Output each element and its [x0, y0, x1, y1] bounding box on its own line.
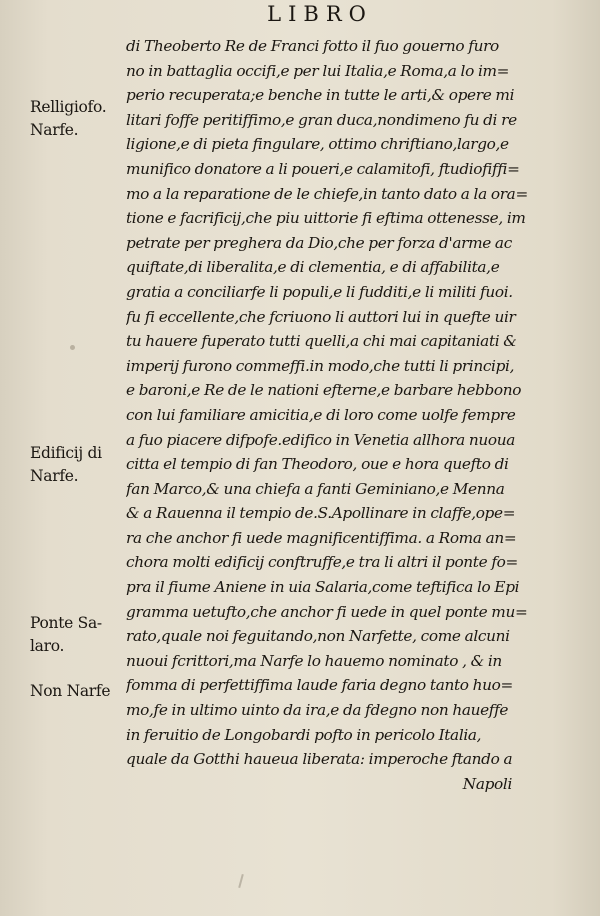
text-line: tione e facrificij,che piu uittorie fi eftima ottenesse, im [126, 209, 526, 228]
text-line: litari foffe peritiffimo,e gran duca,nondimeno fu di re [126, 110, 517, 129]
margin-note-line: Non Narfe [30, 682, 111, 700]
text-line: mo,fe in ultimo uinto da ira,e da fdegno non haueffe [126, 701, 509, 720]
text-line: di Theoberto Re de Franci fotto il fuo gouerno furo [126, 37, 499, 55]
paper-mark [238, 874, 244, 888]
text-line: nuoui fcrittori,ma Narfe lo hauemo nominato , & in [126, 651, 502, 670]
margin-note-line: laro. [30, 637, 65, 655]
margin-note-non-narse [30, 680, 130, 703]
text-line: ra che anchor fi uede magnificentiffima. a Roma an= [126, 528, 517, 547]
text-line: a fuo piacere difpofe.edifico in Venetia allhora nuoua [126, 430, 516, 449]
text-line: fu fi eccellente,che fcriuono li auttori lui in quefte uir [126, 307, 516, 326]
text-line: fomma di perfettiffima laude faria degno tanto huo= [126, 676, 513, 695]
text-line: imperij furono commeffi.in modo,che tutti li principi, [126, 356, 515, 375]
text-line: perio recuperata;e benche in tutte le arti,& opere mi [126, 86, 515, 105]
text-line: chora molti edificij conftruffe,e tra li altri il ponte fo= [126, 553, 518, 572]
margin-note-line: Relligiofo. [30, 98, 107, 116]
margin-note-line: Narfe. [30, 467, 79, 485]
text-line: rato,quale noi feguitando,non Narfette, come alcuni [126, 627, 510, 646]
text-line: gramma uetufto,che anchor fi uede in quel ponte mu= [126, 602, 528, 621]
text-line: mo a la reparatione de le chiefe,in tanto dato a la ora= [126, 184, 528, 203]
margin-note-line: Edificij di [30, 444, 102, 462]
text-line: no in battaglia occifi,e per lui Italia,e Roma,a lo im= [126, 61, 510, 80]
text-line: pra il fiume Aniene in uia Salaria,come teftifica lo Epi [126, 578, 520, 597]
running-head: LIBRO [267, 2, 373, 26]
text-line: petrate per preghera da Dio,che per forza d'arme ac [126, 233, 512, 252]
text-line: in feruitio de Longobardi pofto in pericolo Italia, [126, 725, 482, 744]
text-line: fan Marco,& una chiefa a fanti Geminiano,e Menna [126, 479, 505, 498]
text-line: quale da Gotthi haueua liberata: imperoche ftando a [126, 750, 513, 769]
text-line: & a Rauenna il tempio de.S.Apollinare in claffe,ope= [126, 504, 516, 523]
catchword: Napoli [462, 774, 512, 793]
margin-note-edificij [30, 442, 130, 488]
body-text [126, 34, 580, 796]
text-line: e baroni,e Re de le nationi efterne,e barbare hebbono [126, 381, 522, 400]
text-line: quiftate,di liberalita,e di clementia, e di affabilita,e [126, 258, 500, 277]
text-line: ligione,e di pieta fingulare, ottimo chriftiano,largo,e [126, 135, 509, 154]
margin-note-line: Narfe. [30, 121, 79, 139]
text-line: citta el tempio di fan Theodoro, oue e hora quefto di [126, 455, 509, 474]
text-line: tu hauere fuperato tutti quelli,a chi mai capitaniati & [126, 332, 517, 351]
margin-note-line: Ponte Sa- [30, 614, 102, 632]
text-line: con lui familiare amicitia,e di loro come uolfe fempre [126, 405, 516, 424]
text-line: munifico donatore a li poueri,e calamitofi, ftudiofiffi= [126, 159, 520, 178]
margin-note-religioso [30, 96, 130, 142]
paper-spot [70, 345, 75, 350]
text-line: gratia a conciliarfe li populi,e li fudditi,e li militi fuoi. [126, 282, 513, 301]
margin-note-ponte-salaro [30, 612, 130, 658]
